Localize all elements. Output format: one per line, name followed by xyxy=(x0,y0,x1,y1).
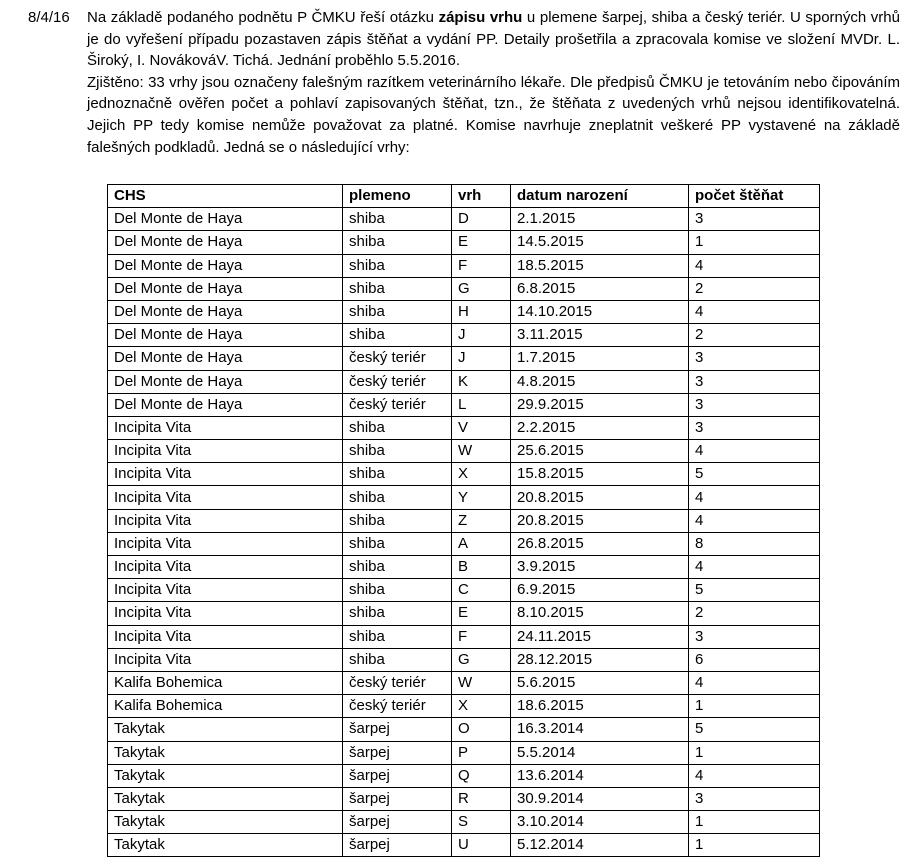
cell-puppy-count: 4 xyxy=(689,509,820,532)
cell-chs: Del Monte de Haya xyxy=(108,347,343,370)
paragraph-1-end: u plemene šarpej, shiba a český teriér. U sporných vrhů je do vyřešení případu pozastaven zápis štěňat a vydání PP. Detaily prošetřila a zpracovala komise ve složení MVDr. L. Široký, I. NovákováV. Tichá. Jednání proběhlo 5.5.2016. xyxy=(87,9,900,70)
cell-puppy-count: 2 xyxy=(689,324,820,347)
cell-puppy-count: 4 xyxy=(689,300,820,323)
cell-chs: Takytak xyxy=(108,834,343,857)
header-breed: plemeno xyxy=(343,185,452,208)
cell-birth-date: 30.9.2014 xyxy=(511,787,689,810)
cell-puppy-count: 1 xyxy=(689,811,820,834)
cell-litter: F xyxy=(452,254,511,277)
cell-breed: shiba xyxy=(343,648,452,671)
cell-chs: Takytak xyxy=(108,741,343,764)
cell-birth-date: 29.9.2015 xyxy=(511,393,689,416)
paragraph-findings: Zjištěno: 33 vrhy jsou označeny falešným razítkem veterinárního lékaře. Dle předpisů ČMKU je tetováním nebo čipováním jednoznačně ověřen počet a pohlaví zapisovaných štěňat, tzn., že štěňata z uvedených vrhů nejsou identifikovatelná. Jejich PP tedy komise nemůže považovat za platné. Komise navrhuje zneplatnit veškeré PP vystavené na základě falešných podkladů. Jedná se o následující vrhy: xyxy=(87,73,900,156)
cell-birth-date: 14.5.2015 xyxy=(511,231,689,254)
cell-puppy-count: 2 xyxy=(689,602,820,625)
cell-birth-date: 5.12.2014 xyxy=(511,834,689,857)
litters-table-wrapper xyxy=(107,184,820,857)
cell-puppy-count: 3 xyxy=(689,393,820,416)
cell-litter: H xyxy=(452,300,511,323)
cell-breed: shiba xyxy=(343,602,452,625)
cell-litter: L xyxy=(452,393,511,416)
cell-birth-date: 26.8.2015 xyxy=(511,532,689,555)
cell-birth-date: 16.3.2014 xyxy=(511,718,689,741)
cell-litter: R xyxy=(452,787,511,810)
cell-puppy-count: 4 xyxy=(689,486,820,509)
cell-litter: Z xyxy=(452,509,511,532)
cell-litter: S xyxy=(452,811,511,834)
cell-breed: shiba xyxy=(343,440,452,463)
cell-chs: Del Monte de Haya xyxy=(108,277,343,300)
cell-birth-date: 18.6.2015 xyxy=(511,695,689,718)
cell-puppy-count: 1 xyxy=(689,695,820,718)
cell-breed: shiba xyxy=(343,324,452,347)
cell-birth-date: 20.8.2015 xyxy=(511,509,689,532)
cell-puppy-count: 4 xyxy=(689,254,820,277)
cell-breed: šarpej xyxy=(343,787,452,810)
cell-chs: Incipita Vita xyxy=(108,602,343,625)
cell-litter: G xyxy=(452,277,511,300)
cell-puppy-count: 5 xyxy=(689,718,820,741)
cell-breed: shiba xyxy=(343,231,452,254)
cell-breed: šarpej xyxy=(343,811,452,834)
cell-litter: B xyxy=(452,556,511,579)
cell-birth-date: 2.1.2015 xyxy=(511,208,689,231)
cell-litter: A xyxy=(452,532,511,555)
cell-litter: X xyxy=(452,463,511,486)
cell-chs: Incipita Vita xyxy=(108,556,343,579)
cell-chs: Takytak xyxy=(108,718,343,741)
cell-birth-date: 18.5.2015 xyxy=(511,254,689,277)
cell-puppy-count: 3 xyxy=(689,416,820,439)
cell-breed: shiba xyxy=(343,486,452,509)
cell-birth-date: 6.8.2015 xyxy=(511,277,689,300)
cell-breed: shiba xyxy=(343,416,452,439)
header-chs: CHS xyxy=(108,185,343,208)
table-row xyxy=(108,486,820,509)
table-row xyxy=(108,811,820,834)
cell-breed: shiba xyxy=(343,300,452,323)
table-row xyxy=(108,393,820,416)
cell-puppy-count: 1 xyxy=(689,834,820,857)
cell-chs: Del Monte de Haya xyxy=(108,370,343,393)
cell-litter: E xyxy=(452,231,511,254)
header-litter: vrh xyxy=(452,185,511,208)
cell-litter: X xyxy=(452,695,511,718)
cell-breed: český teriér xyxy=(343,393,452,416)
table-row xyxy=(108,347,820,370)
table-row xyxy=(108,718,820,741)
cell-birth-date: 5.6.2015 xyxy=(511,671,689,694)
cell-litter: G xyxy=(452,648,511,671)
cell-litter: Q xyxy=(452,764,511,787)
cell-puppy-count: 2 xyxy=(689,277,820,300)
cell-puppy-count: 1 xyxy=(689,231,820,254)
table-row xyxy=(108,416,820,439)
paragraph-1-bold: zápisu vrhu xyxy=(438,9,523,26)
header-puppy-count: počet štěňat xyxy=(689,185,820,208)
cell-chs: Del Monte de Haya xyxy=(108,231,343,254)
cell-litter: W xyxy=(452,671,511,694)
table-body xyxy=(108,208,820,857)
table-row xyxy=(108,300,820,323)
cell-breed: shiba xyxy=(343,277,452,300)
cell-litter: E xyxy=(452,602,511,625)
cell-birth-date: 6.9.2015 xyxy=(511,579,689,602)
cell-litter: U xyxy=(452,834,511,857)
table-row xyxy=(108,695,820,718)
table-row xyxy=(108,324,820,347)
cell-breed: šarpej xyxy=(343,834,452,857)
paragraph-findings-intro xyxy=(87,7,900,72)
header-birth-date: datum narození xyxy=(511,185,689,208)
cell-litter: V xyxy=(452,416,511,439)
cell-breed: shiba xyxy=(343,463,452,486)
cell-chs: Incipita Vita xyxy=(108,625,343,648)
cell-litter: P xyxy=(452,741,511,764)
cell-breed: šarpej xyxy=(343,741,452,764)
cell-breed: shiba xyxy=(343,254,452,277)
cell-puppy-count: 3 xyxy=(689,208,820,231)
cell-birth-date: 3.9.2015 xyxy=(511,556,689,579)
table-row xyxy=(108,463,820,486)
cell-puppy-count: 1 xyxy=(689,741,820,764)
table-row xyxy=(108,509,820,532)
cell-chs: Incipita Vita xyxy=(108,579,343,602)
cell-chs: Del Monte de Haya xyxy=(108,324,343,347)
cell-birth-date: 28.12.2015 xyxy=(511,648,689,671)
cell-birth-date: 4.8.2015 xyxy=(511,370,689,393)
cell-breed: shiba xyxy=(343,509,452,532)
cell-puppy-count: 4 xyxy=(689,440,820,463)
cell-birth-date: 5.5.2014 xyxy=(511,741,689,764)
cell-chs: Kalifa Bohemica xyxy=(108,695,343,718)
cell-breed: český teriér xyxy=(343,671,452,694)
cell-litter: K xyxy=(452,370,511,393)
table-row xyxy=(108,625,820,648)
cell-breed: shiba xyxy=(343,625,452,648)
cell-chs: Takytak xyxy=(108,764,343,787)
table-row xyxy=(108,648,820,671)
cell-birth-date: 24.11.2015 xyxy=(511,625,689,648)
cell-puppy-count: 4 xyxy=(689,764,820,787)
cell-chs: Incipita Vita xyxy=(108,440,343,463)
cell-litter: Y xyxy=(452,486,511,509)
cell-birth-date: 3.10.2014 xyxy=(511,811,689,834)
cell-chs: Incipita Vita xyxy=(108,463,343,486)
cell-breed: šarpej xyxy=(343,718,452,741)
cell-puppy-count: 8 xyxy=(689,532,820,555)
cell-puppy-count: 3 xyxy=(689,370,820,393)
cell-chs: Incipita Vita xyxy=(108,648,343,671)
item-text xyxy=(87,7,900,158)
cell-puppy-count: 5 xyxy=(689,579,820,602)
table-row xyxy=(108,254,820,277)
litters-table xyxy=(107,184,820,857)
cell-birth-date: 2.2.2015 xyxy=(511,416,689,439)
cell-puppy-count: 3 xyxy=(689,347,820,370)
cell-chs: Incipita Vita xyxy=(108,509,343,532)
cell-puppy-count: 5 xyxy=(689,463,820,486)
table-row xyxy=(108,532,820,555)
cell-litter: F xyxy=(452,625,511,648)
cell-puppy-count: 4 xyxy=(689,556,820,579)
table-header-row xyxy=(108,185,820,208)
table-row xyxy=(108,208,820,231)
cell-chs: Del Monte de Haya xyxy=(108,300,343,323)
cell-litter: J xyxy=(452,347,511,370)
item-number: 8/4/16 xyxy=(28,9,70,26)
cell-chs: Kalifa Bohemica xyxy=(108,671,343,694)
cell-chs: Incipita Vita xyxy=(108,532,343,555)
table-row xyxy=(108,764,820,787)
cell-puppy-count: 3 xyxy=(689,625,820,648)
table-row xyxy=(108,277,820,300)
table-row xyxy=(108,440,820,463)
cell-birth-date: 15.8.2015 xyxy=(511,463,689,486)
table-row xyxy=(108,579,820,602)
cell-chs: Del Monte de Haya xyxy=(108,393,343,416)
table-row xyxy=(108,556,820,579)
cell-breed: shiba xyxy=(343,579,452,602)
table-row xyxy=(108,370,820,393)
table-row xyxy=(108,787,820,810)
cell-litter: O xyxy=(452,718,511,741)
paragraph-1-start: Na základě podaného podnětu P ČMKU řeší otázku xyxy=(87,9,439,26)
cell-puppy-count: 4 xyxy=(689,671,820,694)
cell-puppy-count: 3 xyxy=(689,787,820,810)
cell-birth-date: 13.6.2014 xyxy=(511,764,689,787)
cell-breed: český teriér xyxy=(343,370,452,393)
table-row xyxy=(108,231,820,254)
cell-breed: šarpej xyxy=(343,764,452,787)
cell-chs: Incipita Vita xyxy=(108,486,343,509)
cell-chs: Del Monte de Haya xyxy=(108,254,343,277)
cell-litter: C xyxy=(452,579,511,602)
cell-chs: Incipita Vita xyxy=(108,416,343,439)
cell-breed: shiba xyxy=(343,556,452,579)
cell-birth-date: 25.6.2015 xyxy=(511,440,689,463)
table-row xyxy=(108,602,820,625)
table-row xyxy=(108,741,820,764)
cell-breed: shiba xyxy=(343,532,452,555)
cell-chs: Takytak xyxy=(108,787,343,810)
cell-litter: J xyxy=(452,324,511,347)
cell-birth-date: 1.7.2015 xyxy=(511,347,689,370)
cell-breed: shiba xyxy=(343,208,452,231)
cell-birth-date: 20.8.2015 xyxy=(511,486,689,509)
cell-birth-date: 3.11.2015 xyxy=(511,324,689,347)
cell-breed: český teriér xyxy=(343,347,452,370)
cell-puppy-count: 6 xyxy=(689,648,820,671)
table-row xyxy=(108,671,820,694)
table-row xyxy=(108,834,820,857)
cell-breed: český teriér xyxy=(343,695,452,718)
cell-chs: Del Monte de Haya xyxy=(108,208,343,231)
cell-birth-date: 8.10.2015 xyxy=(511,602,689,625)
cell-litter: D xyxy=(452,208,511,231)
cell-birth-date: 14.10.2015 xyxy=(511,300,689,323)
cell-litter: W xyxy=(452,440,511,463)
cell-chs: Takytak xyxy=(108,811,343,834)
